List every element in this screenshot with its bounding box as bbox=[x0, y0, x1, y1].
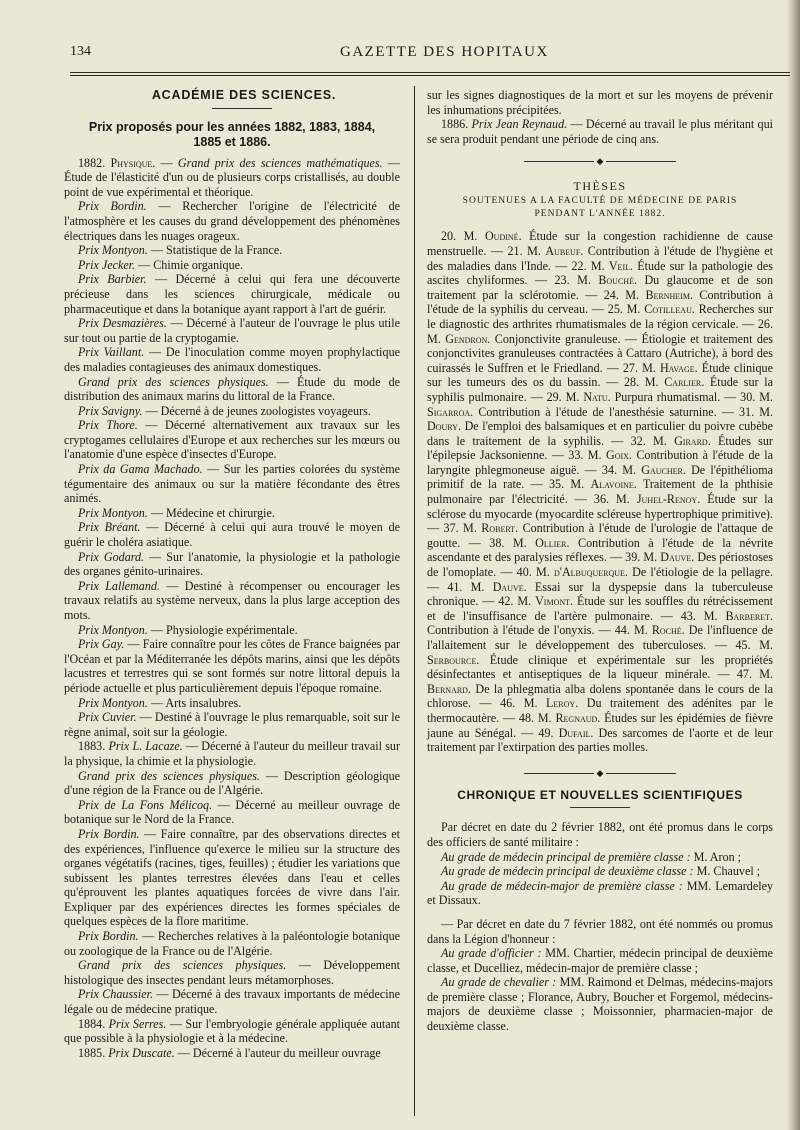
thesis-title: Contribution à l'étude de l'hygiène et des maladies dans l'Inde. bbox=[427, 243, 773, 273]
prize-paragraph bbox=[64, 418, 400, 462]
thesis-number: — 28. M. bbox=[606, 375, 659, 390]
prize-description: — Décerné à l'auteur du meilleur ouvrage bbox=[177, 1045, 381, 1060]
prize-description: — Chimie organique. bbox=[138, 257, 244, 272]
column-divider bbox=[414, 86, 415, 1116]
left-column bbox=[64, 88, 400, 1060]
prize-name: Prix Bréant. bbox=[78, 520, 141, 535]
prize-paragraph bbox=[64, 798, 400, 827]
page-header bbox=[70, 40, 730, 66]
promotion-names: M. Aron ; bbox=[693, 849, 742, 864]
prize-description: — Décerné à des travaux importants de médecine légale ou de médecine pratique. bbox=[64, 987, 400, 1017]
thesis-title: Recherches sur le diagnostic des arthrites rhumatismales de la région cervicale. bbox=[427, 302, 773, 331]
thesis-number: — 27. M. bbox=[606, 360, 656, 375]
prize-name: Prix Bordin. bbox=[78, 929, 139, 944]
page-edge-shadow bbox=[786, 0, 800, 1130]
thesis-number: — 31. M. bbox=[721, 404, 773, 419]
theses-title: THÈSES bbox=[573, 179, 627, 194]
prize-description: — Décerné à celui qui fera une découverte précieuse dans les sciences chirurgicale, médicale ou pharmaceutique et dans la botanique ayant rapport à l'art de guérir. bbox=[64, 272, 400, 316]
theses-subtitle-2: PENDANT L'ANNÉE 1882. bbox=[534, 209, 666, 220]
thesis-title: Contribution à l'étude de la laryngite phlegmoneuse aiguë. bbox=[427, 448, 773, 477]
thesis-title: Études sur l'épilepsie Jacksonienne. bbox=[427, 433, 773, 463]
thesis-author: d'Albuquerque. bbox=[553, 565, 628, 580]
thesis-author: Oudiné. bbox=[484, 229, 522, 244]
prize-paragraph bbox=[64, 623, 400, 638]
thesis-author: Leroy. bbox=[546, 696, 579, 711]
prize-paragraph bbox=[64, 1017, 400, 1046]
thesis-title: Purpura rhumatismal. bbox=[614, 389, 721, 404]
thesis-title: Contribution à l'étude de l'anesthésie saturnine. bbox=[478, 404, 717, 419]
prize-description: — De l'inoculation comme moyen prophylactique des maladies contagieuses des animaux domestiques. bbox=[64, 345, 400, 374]
chronique-title: CHRONIQUE ET NOUVELLES SCIENTIFIQUES bbox=[457, 787, 743, 802]
prize-paragraph bbox=[64, 506, 400, 521]
prize-year: 1884. bbox=[78, 1016, 106, 1031]
prize-category: Physique. bbox=[110, 155, 156, 170]
prize-name: Prix Cuvier. bbox=[78, 710, 137, 725]
promotion-entry bbox=[427, 879, 773, 908]
thesis-number: — 36. M. bbox=[574, 492, 630, 507]
thesis-number: — 25. M. bbox=[591, 302, 641, 317]
prize-paragraph bbox=[64, 345, 400, 374]
prize-year: 1883. bbox=[78, 739, 106, 754]
prize-description: — Recherches relatives à la paléontologie botanique ou zoologique de la France ou de l'Algérie. bbox=[64, 929, 401, 958]
prize-description: — Arts insalubres. bbox=[150, 695, 242, 710]
thesis-number: — 26. M. bbox=[427, 316, 773, 346]
promotion-grade: Au grade de médecin principal de première classe : bbox=[441, 849, 691, 864]
thesis-number: — 43. M. bbox=[660, 608, 718, 623]
thesis-title: Étude sur les souffles du rétrécissement et de l'insuffisance de l'artère pulmonaire. bbox=[427, 594, 773, 623]
thesis-number: — 21. M. bbox=[490, 243, 541, 258]
thesis-number: — 47. M. bbox=[717, 667, 773, 682]
prize-paragraph bbox=[64, 199, 400, 243]
prize-paragraph bbox=[64, 579, 400, 623]
thesis-number: — 24. M. bbox=[585, 287, 640, 302]
prize-name: Grand prix des sciences mathématiques. bbox=[177, 155, 383, 170]
thesis-author: Bernard. bbox=[427, 681, 471, 696]
prize-description: — Description géologique d'une région de la France ou de l'Algérie. bbox=[64, 768, 400, 798]
prize-name: Prix da Gama Machado. bbox=[78, 462, 203, 477]
thesis-title: De l'étiologie de la pellagre. bbox=[632, 565, 773, 580]
thesis-author: Aubeuf. bbox=[545, 243, 584, 258]
thesis-title: De l'épithélioma primitif de la rate. bbox=[427, 462, 773, 492]
thesis-title: Étude sur la syphilis pulmonaire. bbox=[427, 375, 773, 404]
prize-name: Prix Jecker. bbox=[78, 257, 136, 272]
prize-name: Prix Barbier. bbox=[78, 272, 147, 287]
thesis-number: — 23. M. bbox=[534, 273, 591, 288]
prize-name: Prix Bordin. bbox=[78, 826, 140, 841]
prize-name: Prix Montyon. bbox=[78, 695, 148, 710]
prize-paragraph bbox=[64, 739, 400, 768]
prizes-subtitle-2: 1885 et 1886. bbox=[193, 135, 271, 150]
promotion-grade: Au grade de médecin principal de deuxième classe : bbox=[441, 864, 694, 879]
continued-text: sur les signes diagnostiques de la mort et sur les moyens de prévenir les inhumations précipitées. bbox=[427, 88, 773, 117]
prize-name: Prix Bordin. bbox=[78, 199, 147, 214]
thesis-author: Dufail. bbox=[558, 725, 594, 740]
thesis-author: Regnaud. bbox=[555, 710, 601, 725]
thesis-author: Roché. bbox=[651, 623, 685, 638]
theses-list bbox=[427, 229, 773, 754]
thesis-number: — 39. M. bbox=[610, 550, 658, 565]
thesis-number: — 30. M. bbox=[724, 389, 773, 404]
promotion-names: MM. Raimond et Delmas, médecins-majors de première classe ; Florance, Aubry, Boucher et Forgemol, médecins-majors de deuxième classe ; Moissonnier, pharmacien-major de deuxième classe. bbox=[427, 975, 773, 1034]
prize-description: — Médecine et chirurgie. bbox=[150, 505, 275, 520]
right-column bbox=[427, 88, 773, 1034]
prize-description: — Étude de l'élasticité d'un ou de plusieurs corps cristallisés, au double point de vue expérimental et théorique. bbox=[64, 155, 400, 199]
prize-name: Prix Chaussier. bbox=[78, 987, 153, 1002]
prize-description: — Étude du mode de distribution des animaux marins du littoral de la France. bbox=[64, 374, 400, 404]
prize-description: — Décerné au meilleur ouvrage de botanique sur le Nord de la France. bbox=[64, 797, 400, 827]
thesis-author: Ollier. bbox=[535, 535, 570, 550]
thesis-number: — 41. M. bbox=[427, 579, 485, 594]
prize-name: Prix L. Lacaze. bbox=[108, 739, 183, 754]
chronique-intro-2: — Par décret en date du 7 février 1882, ont été nommés ou promus dans la Légion d'honneur : bbox=[427, 916, 773, 946]
prize-year: 1885. bbox=[78, 1045, 106, 1060]
prize-name: Prix Duscate. bbox=[108, 1045, 175, 1060]
promotion-names: M. Chauvel ; bbox=[696, 864, 761, 879]
prize-paragraph: 1882. Physique. — Grand prix des sciences mathématiques. — Étude de l'élasticité d'un ou de plusieurs corps cristallisés, au double point de vue expérimental et théorique. bbox=[64, 155, 400, 199]
thesis-author: Cotilleau. bbox=[644, 302, 695, 317]
prize-paragraph bbox=[64, 637, 400, 695]
thesis-number: — 45. M. bbox=[714, 638, 773, 652]
prize-paragraph bbox=[64, 710, 400, 739]
prize-paragraph bbox=[64, 958, 400, 987]
thesis-title: Étude sur la congestion rachidienne de cause menstruelle. bbox=[427, 229, 774, 258]
prize-paragraph-1886: 1886. Prix Jean Reynaud. — Décerné au travail le plus méritant qui se sera produit pendant une période de cinq ans. bbox=[427, 117, 774, 146]
prize-name: Prix Thore. bbox=[78, 418, 138, 433]
thesis-title: Essai sur la dyspepsie dans la tuberculeuse chronique. bbox=[427, 579, 773, 609]
prize-paragraph bbox=[64, 243, 400, 258]
header-rule-double bbox=[70, 75, 790, 76]
promotion-grade: Au grade de médecin-major de première classe : bbox=[441, 878, 683, 893]
prize-description: — Rechercher l'origine de l'électricité de l'atmosphère et les causes du grand développement des phénomènes électriques dans les nuages orageux. bbox=[64, 199, 400, 243]
thesis-number: — 34. M. bbox=[584, 462, 637, 477]
thesis-number: — 40. M. bbox=[500, 565, 550, 580]
thesis-author: Goix. bbox=[605, 448, 632, 463]
prize-name: Prix Gay. bbox=[78, 637, 125, 652]
prize-paragraph bbox=[64, 1046, 400, 1061]
thesis-title: Étude clinique sur les tumeurs des os du bassin. bbox=[427, 360, 773, 390]
section-title-academie: ACADÉMIE DES SCIENCES. bbox=[151, 88, 337, 102]
promotion-names: MM. Lemardeley et Dissaux. bbox=[427, 878, 773, 908]
prize-name: Prix Montyon. bbox=[78, 505, 148, 520]
section-separator-2: ◆ bbox=[427, 769, 773, 778]
thesis-title: Traitement de la phthisie pulmonaire par l'électricité. bbox=[427, 477, 773, 507]
prize-paragraph bbox=[64, 550, 400, 579]
thesis-title: Étude sur la pathologie des ascites chyliformes. bbox=[427, 258, 773, 288]
section-separator: ◆ bbox=[427, 157, 773, 166]
thesis-author: Gendron. bbox=[445, 331, 491, 346]
thesis-title: Étude sur la sclérose du myocarde (myocardite scléreuse hypertrophique primitive). bbox=[427, 492, 773, 521]
prize-description: — Faire connaître pour les côtes de France baignées par l'Océan et par la Méditerranée les dépôts marins, ainsi que les dépôts lacustres et terrestres qui se sont formés sur notre littoral depuis la période actuelle et plus particulièrement depuis l'époque romaine. bbox=[64, 637, 400, 695]
thesis-title: Contribution à l'étude de l'urologie de l'attaque de goutte. bbox=[427, 521, 773, 550]
prize-name: Grand prix des sciences physiques. bbox=[78, 374, 269, 389]
thesis-title: Contribution à l'étude de la névrite ascendante et des paralysies réflexes. bbox=[427, 535, 773, 565]
promotion-entry bbox=[427, 850, 773, 865]
thesis-number: — 29. M. bbox=[530, 389, 580, 404]
prize-description: — Décerné à l'auteur du meilleur travail sur la physique, la chimie et la physiologie. bbox=[64, 739, 400, 768]
thesis-number: — 48. M. bbox=[503, 710, 552, 725]
thesis-title: Études sur les épidémies de fièvre jaune au Sénégal. bbox=[427, 710, 774, 740]
journal-title: GAZETTE DES HOPITAUX bbox=[340, 44, 549, 60]
prize-description: — Destiné à l'ouvrage le plus remarquable, soit sur le règne animal, soit sur la géologie. bbox=[64, 710, 400, 739]
prize-name: Prix Desmazières. bbox=[78, 316, 167, 331]
prize-paragraph bbox=[64, 769, 400, 798]
thesis-author: Juhel-Renoy. bbox=[636, 492, 701, 507]
promotion-entry bbox=[427, 864, 773, 879]
prize-description: — Sur les parties colorées du système tégumentaire des animaux ou sur la matière fécondante des êtres animés. bbox=[64, 462, 401, 506]
thesis-author: Alavoine. bbox=[590, 477, 637, 492]
thesis-author: Carlier. bbox=[664, 375, 705, 390]
promotion-entry bbox=[427, 946, 773, 975]
prize-list bbox=[64, 156, 400, 1061]
thesis-number: — 33. M. bbox=[551, 448, 602, 463]
promotion-list-2 bbox=[427, 946, 773, 1034]
prize-description: — Destiné à récompenser ou encourager les travaux relatifs au système nerveux, dans la plus large acception des mots. bbox=[64, 578, 400, 622]
thesis-title: Étude clinique et expérimentale sur les propriétés désinfectantes et antiseptiques de la liqueur minérale. bbox=[427, 652, 773, 682]
prize-paragraph bbox=[64, 520, 400, 549]
thesis-author: Girard. bbox=[674, 433, 711, 448]
prize-paragraph bbox=[64, 258, 400, 273]
prize-paragraph bbox=[64, 462, 400, 506]
promotion-grade: Au grade de chevalier : bbox=[441, 975, 557, 990]
prize-description: — Décerné à l'auteur de l'ouvrage le plus utile sur tout ou partie de la cryptogamie. bbox=[64, 316, 400, 345]
thesis-title: Contribution à l'étude de la syphilis du cerveau. bbox=[427, 287, 773, 317]
thesis-author: Gaucher. bbox=[641, 462, 686, 477]
prize-description: — Décerné à celui qui aura trouvé le moyen de guérir le choléra asiatique. bbox=[64, 520, 400, 550]
thesis-number: — 22. M. bbox=[555, 258, 605, 273]
thesis-author: Havage. bbox=[659, 360, 698, 375]
thesis-number: 20. M. bbox=[441, 229, 478, 244]
thesis-number: — 44. M. bbox=[598, 623, 648, 638]
thesis-author: Dauve. bbox=[660, 550, 695, 565]
prize-name: Prix Vaillant. bbox=[78, 345, 145, 360]
thesis-author: Bouché. bbox=[598, 273, 637, 288]
thesis-title: Du traitement des adénites par le thermocautère. bbox=[427, 696, 773, 725]
prize-description: — Physiologie expérimentale. bbox=[150, 622, 298, 637]
prize-name: Prix de La Fons Mélicoq. bbox=[78, 797, 213, 812]
thesis-title: De l'influence de l'allaitement sur le développement des tuberculoses. bbox=[427, 623, 774, 652]
thesis-number: — 38. M. bbox=[468, 535, 527, 550]
prize-paragraph bbox=[64, 316, 400, 345]
theses-subtitle-1: SOUTENUES A LA FACULTÉ DE MÉDECINE DE PARIS bbox=[462, 196, 738, 207]
header-rule bbox=[70, 72, 790, 73]
prize-description: — Développement histologique des insectes pendant leurs métamorphoses. bbox=[64, 958, 400, 987]
thesis-author: Doury. bbox=[427, 419, 461, 434]
thesis-number: — 42. M. bbox=[482, 594, 532, 609]
prize-paragraph bbox=[64, 929, 400, 958]
thesis-title: Du glaucome et de son traitement par la sclérotomie. bbox=[427, 273, 774, 302]
promotion-entry bbox=[427, 975, 773, 1033]
thesis-author: Barberet. bbox=[725, 608, 773, 623]
prize-description: — Statistique de la France. bbox=[150, 243, 283, 258]
prize-name: Prix Montyon. bbox=[78, 622, 148, 637]
prize-name: Grand prix des sciences physiques. bbox=[78, 958, 287, 973]
thesis-title: Des périostoses de l'omoplate. bbox=[427, 550, 773, 580]
thesis-title: Conjonctivite granuleuse. — Étiologie et traitement des conjonctivites granuleuses contractées à Cattaro (Autriche), à bord des cuirassés le Suffren et le Friedland. bbox=[427, 331, 773, 375]
prize-paragraph bbox=[64, 696, 400, 711]
thesis-number: — 35. M. bbox=[530, 477, 585, 492]
thesis-number: — 37. M. bbox=[427, 521, 477, 536]
prize-paragraph bbox=[64, 827, 400, 929]
prize-paragraph bbox=[64, 987, 400, 1016]
prizes-subtitle-1: Prix proposés pour les années 1882, 1883, 1884, bbox=[88, 119, 376, 134]
thesis-title: Contribution à l'étude de l'onyxis. bbox=[427, 623, 595, 638]
prize-paragraph bbox=[64, 404, 400, 419]
thesis-author: Dauve. bbox=[492, 579, 527, 594]
prize-year: 1882. bbox=[78, 155, 106, 170]
prize-paragraph bbox=[64, 272, 400, 316]
thesis-number: — 32. M. bbox=[611, 433, 667, 448]
thesis-author: Sigarroa. bbox=[427, 404, 474, 419]
thesis-author: Robert. bbox=[481, 521, 519, 536]
prize-name: Prix Lallemand. bbox=[78, 578, 160, 593]
prize-name: Prix Godard. bbox=[78, 549, 145, 564]
prize-description: — Décerné alternativement aux travaux sur les cryptogames cellulaires d'Europe et aux recherches sur les mœurs ou l'anatomie d'une espèce d'insectes d'Europe. bbox=[64, 418, 400, 462]
thesis-author: Vimont. bbox=[535, 594, 574, 609]
thesis-author: Serbource. bbox=[427, 652, 480, 667]
prize-paragraph bbox=[64, 375, 400, 404]
thesis-author: Bernheim. bbox=[645, 287, 693, 302]
thesis-title: Des sarcomes de l'aorte et de leur traitement par l'extirpation des parties molles. bbox=[427, 725, 773, 755]
promotion-names: MM. Chartier, médecin principal de deuxième classe, et Ducelliez, médecin-major de première classe ; bbox=[427, 946, 773, 975]
prize-description: — Faire connaître, par des observations directes et des expériences, l'influence qu'exerce le milieu sur la structure des organes végétatifs (racines, tiges, feuilles) ; étudier les variations que subissent les plantes terrestres élevées dans l'eau et celles qu'éprouvent les plantes aquatiques forcées de vivre dans l'air. Expliquer par des expériences directes les formes spéciales de quelques espèces de la flore maritime. bbox=[64, 826, 400, 929]
prize-description: — Sur l'embryologie générale appliquée autant que possible à la physiologie et à la médecine. bbox=[64, 1016, 401, 1046]
thesis-number: — 49. bbox=[521, 725, 554, 740]
page-number: 134 bbox=[70, 44, 91, 59]
thesis-number: — 46. M. bbox=[479, 696, 538, 711]
thesis-title: De la phlegmatia alba dolens spontanée dans le cours de la chlorose. bbox=[427, 681, 774, 711]
prize-name: Prix Savigny. bbox=[78, 403, 143, 418]
prize-name: Prix Serres. bbox=[108, 1016, 167, 1031]
prize-name: Grand prix des sciences physiques. bbox=[78, 768, 260, 783]
prize-description: — Sur l'anatomie, la physiologie et la pathologie des organes génito-urinaires. bbox=[64, 549, 400, 579]
prize-name: Prix Montyon. bbox=[78, 243, 148, 258]
promotion-grade: Au grade d'officier : bbox=[441, 946, 542, 961]
thesis-author: Veil. bbox=[608, 258, 634, 273]
thesis-author: Natu. bbox=[583, 389, 611, 404]
promotion-list-1 bbox=[427, 850, 773, 908]
chronique-intro-1: Par décret en date du 2 février 1882, ont été promus dans le corps des officiers de santé militaire : bbox=[427, 820, 773, 849]
thesis-title: De l'emploi des balsamiques et en particulier du poivre cubèbe dans le traitement de la syphilis. bbox=[427, 419, 773, 448]
prize-description: — Décerné à de jeunes zoologistes voyageurs. bbox=[145, 403, 371, 418]
